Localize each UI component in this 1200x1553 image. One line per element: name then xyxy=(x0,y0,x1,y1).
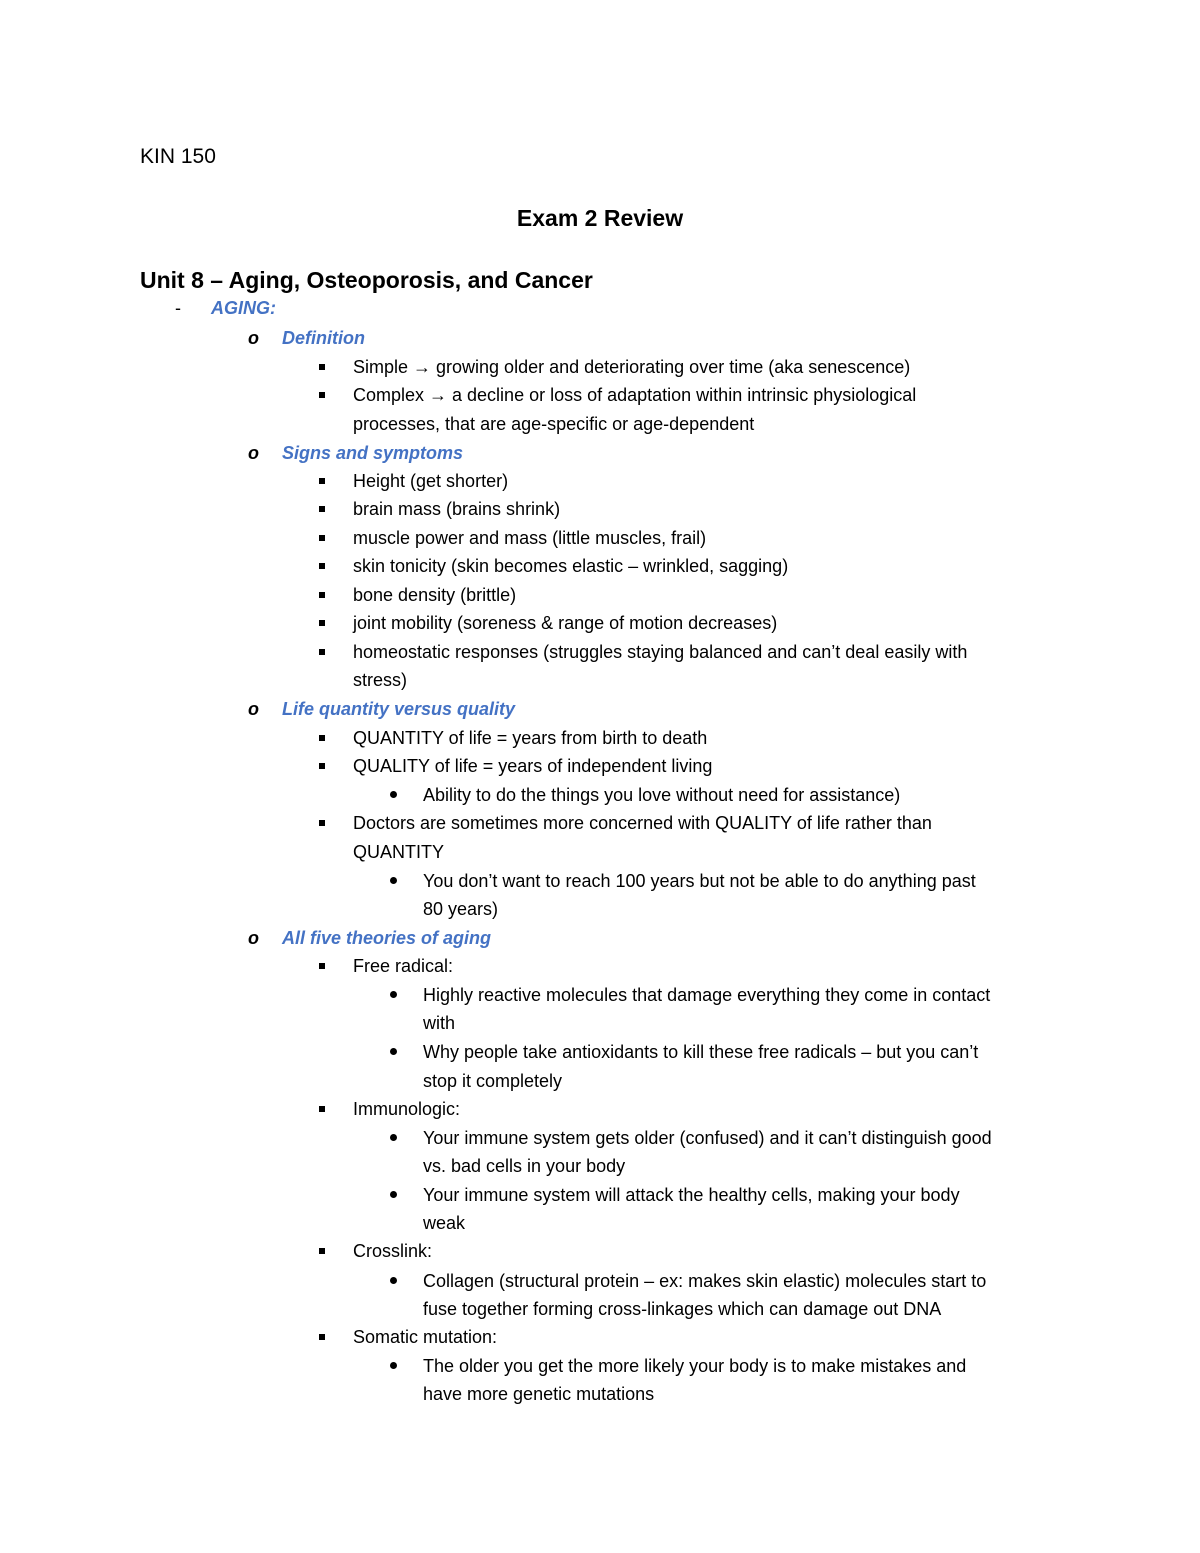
sign-muscle: muscle power and mass (little muscles, frail) xyxy=(353,528,707,548)
round-bullet xyxy=(390,1191,397,1198)
square-bullet xyxy=(319,392,325,398)
sign-bone: bone density (brittle) xyxy=(353,585,517,605)
round-bullet xyxy=(390,1048,397,1055)
free-radical-a-line1: Highly reactive molecules that damage everything they come in contact xyxy=(423,985,991,1005)
sign-brain: brain mass (brains shrink) xyxy=(353,499,561,519)
square-bullet xyxy=(319,563,325,569)
free-radical-a-line2: with xyxy=(423,1013,456,1033)
sign-skin: skin tonicity (skin becomes elastic – wrinkled, sagging) xyxy=(353,556,789,576)
square-bullet xyxy=(319,1106,325,1112)
square-bullet xyxy=(319,1248,325,1254)
section-label-aging: AGING: xyxy=(211,298,276,318)
sign-homeostatic-line1: homeostatic responses (struggles staying balanced and can’t deal easily with xyxy=(353,642,968,662)
square-bullet xyxy=(319,735,325,741)
life-reach-line2: 80 years) xyxy=(423,899,499,919)
square-bullet xyxy=(319,649,325,655)
square-bullet xyxy=(319,1334,325,1340)
immunologic-b-line2: weak xyxy=(423,1213,466,1233)
o-bullet: o xyxy=(248,443,259,463)
crosslink-a-line2: fuse together forming cross-linkages which can damage out DNA xyxy=(423,1299,942,1319)
free-radical-b-line1: Why people take antioxidants to kill these free radicals – but you can’t xyxy=(423,1042,979,1062)
theory-somatic-mutation: Somatic mutation: xyxy=(353,1327,498,1347)
immunologic-a-line2: vs. bad cells in your body xyxy=(423,1156,626,1176)
round-bullet xyxy=(390,791,397,798)
round-bullet xyxy=(390,1362,397,1369)
square-bullet xyxy=(319,535,325,541)
definition-simple: Simple → growing older and deteriorating over time (aka senescence) xyxy=(353,357,911,377)
o-bullet: o xyxy=(248,328,259,348)
crosslink-a-line1: Collagen (structural protein – ex: makes skin elastic) molecules start to xyxy=(423,1271,987,1291)
life-quality: QUALITY of life = years of independent living xyxy=(353,756,713,776)
life-quantity: QUANTITY of life = years from birth to death xyxy=(353,728,708,748)
heading-definition: Definition xyxy=(282,328,365,348)
heading-life: Life quantity versus quality xyxy=(282,699,516,719)
heading-signs: Signs and symptoms xyxy=(282,443,464,463)
theory-immunologic: Immunologic: xyxy=(353,1099,461,1119)
square-bullet xyxy=(319,620,325,626)
round-bullet xyxy=(390,991,397,998)
dash-bullet: - xyxy=(175,298,181,318)
o-bullet: o xyxy=(248,699,259,719)
sign-homeostatic-line2: stress) xyxy=(353,670,407,690)
free-radical-b-line2: stop it completely xyxy=(423,1071,563,1091)
heading-theories: All five theories of aging xyxy=(282,928,492,948)
square-bullet xyxy=(319,963,325,969)
life-doctors-line1: Doctors are sometimes more concerned with QUALITY of life rather than xyxy=(353,813,932,833)
unit-title: Unit 8 – Aging, Osteoporosis, and Cancer xyxy=(140,267,593,293)
life-ability: Ability to do the things you love without need for assistance) xyxy=(423,785,901,805)
round-bullet xyxy=(390,877,397,884)
theory-crosslink: Crosslink: xyxy=(353,1241,433,1261)
somatic-a-line2: have more genetic mutations xyxy=(423,1384,655,1404)
immunologic-b-line1: Your immune system will attack the healthy cells, making your body xyxy=(423,1185,960,1205)
somatic-a-line1: The older you get the more likely your body is to make mistakes and xyxy=(423,1356,967,1376)
round-bullet xyxy=(390,1277,397,1284)
square-bullet xyxy=(319,763,325,769)
course-code: KIN 150 xyxy=(140,145,216,168)
square-bullet xyxy=(319,478,325,484)
sign-height: Height (get shorter) xyxy=(353,471,509,491)
page-title: Exam 2 Review xyxy=(516,205,684,231)
life-reach-line1: You don’t want to reach 100 years but not be able to do anything past xyxy=(423,871,976,891)
square-bullet xyxy=(319,506,325,512)
immunologic-a-line1: Your immune system gets older (confused) and it can’t distinguish good xyxy=(423,1128,992,1148)
square-bullet xyxy=(319,592,325,598)
round-bullet xyxy=(390,1134,397,1141)
o-bullet: o xyxy=(248,928,259,948)
square-bullet xyxy=(319,820,325,826)
theory-free-radical: Free radical: xyxy=(353,956,454,976)
definition-complex-line2: processes, that are age-specific or age-dependent xyxy=(353,414,755,434)
life-doctors-line2: QUANTITY xyxy=(353,842,445,862)
square-bullet xyxy=(319,364,325,370)
definition-complex-line1: Complex → a decline or loss of adaptation within intrinsic physiological xyxy=(353,385,917,405)
sign-joint: joint mobility (soreness & range of motion decreases) xyxy=(353,613,778,633)
